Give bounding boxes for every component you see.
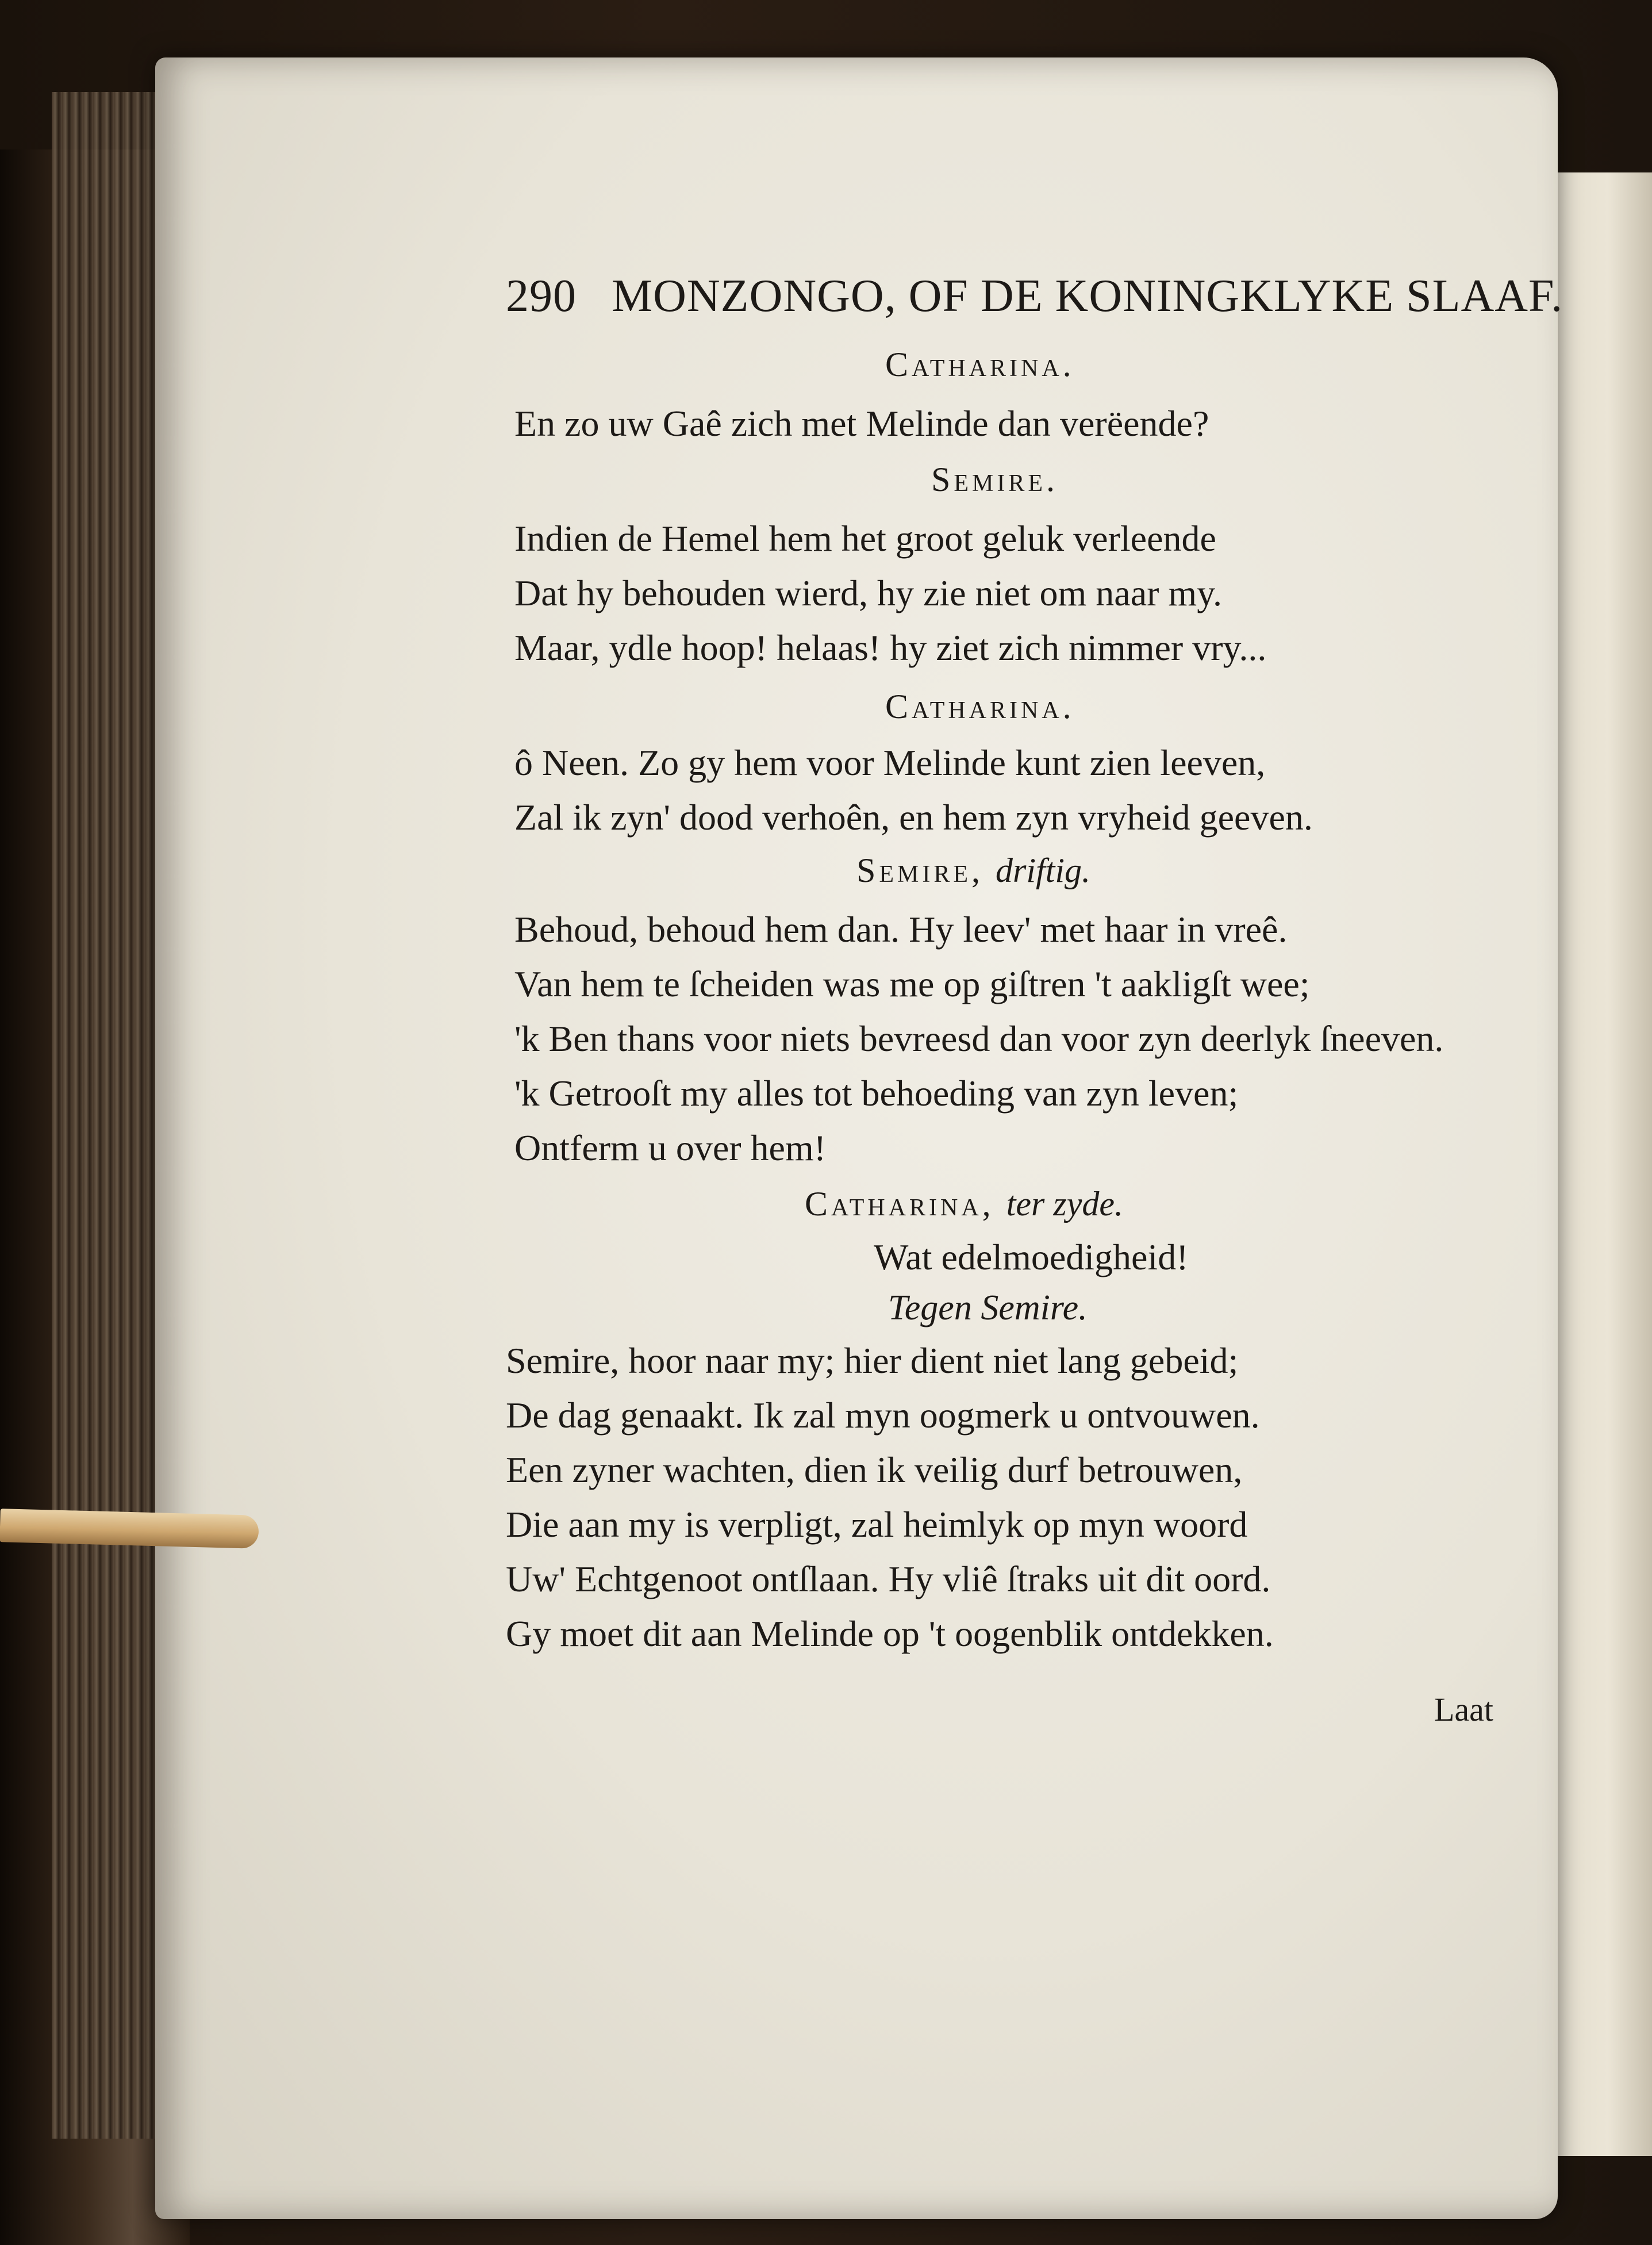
verse-line: 'k Ben thans voor niets bevreesd dan voor zyn deerlyk ſneeven.: [514, 1018, 1444, 1059]
running-header: [506, 270, 1563, 323]
verse-line: Zal ik zyn' dood verhoên, en hem zyn vryheid geeven.: [514, 797, 1313, 838]
verse-line: Die aan my is verpligt, zal heimlyk op myn woord: [506, 1504, 1248, 1545]
verse-line: Wat edelmoedigheid!: [874, 1237, 1189, 1277]
stage-direction: ter zyde.: [1006, 1185, 1123, 1223]
verse-line: Semire, hoor naar my; hier dient niet lang gebeid;: [506, 1340, 1239, 1381]
speaker-name: Catharina,: [805, 1185, 994, 1223]
running-title: MONZONGO, OF DE KONINGKLYKE SLAAF.: [612, 271, 1563, 321]
verse-line: Behoud, behoud hem dan. Hy leev' met haar in vreê.: [514, 909, 1288, 950]
verse-line: Een zyner wachten, dien ik veilig durf betrouwen,: [506, 1449, 1243, 1490]
catchword: Laat: [1434, 1691, 1494, 1728]
speaker-catharina-direction: [805, 1184, 1123, 1224]
verse-line: En zo uw Gaê zich met Melinde dan verëende?: [514, 403, 1209, 444]
verse-line: Gy moet dit aan Melinde op 't oogenblik ontdekken.: [506, 1613, 1274, 1654]
verse-line: De dag genaakt. Ik zal myn oogmerk u ontvouwen.: [506, 1395, 1260, 1436]
speaker-semire: Semire.: [931, 460, 1059, 498]
speaker-name: Semire,: [856, 851, 984, 889]
verse-line: Dat hy behouden wierd, hy zie niet om naar my.: [514, 573, 1223, 613]
speaker-catharina: Catharina.: [885, 346, 1075, 383]
verse-line: Indien de Hemel hem het groot geluk verleende: [514, 518, 1216, 559]
speaker-catharina: Catharina.: [885, 688, 1075, 726]
stage-direction: Tegen Semire.: [888, 1288, 1088, 1327]
verse-line: 'k Getrooſt my alles tot behoeding van zyn leven;: [514, 1073, 1239, 1114]
stage-direction: driftig.: [996, 851, 1091, 889]
verse-line: Maar, ydle hoop! helaas! hy ziet zich nimmer vry...: [514, 627, 1267, 668]
page-number: 290: [506, 271, 577, 321]
speaker-semire-direction: [856, 851, 1090, 891]
verse-line: Van hem te ſcheiden was me op giſtren 't aakligſt wee;: [514, 964, 1310, 1004]
verse-line: ô Neen. Zo gy hem voor Melinde kunt zien leeven,: [514, 742, 1266, 783]
verse-line: Uw' Echtgenoot ontſlaan. Hy vliê ſtraks uit dit oord.: [506, 1559, 1271, 1599]
verse-line: Ontferm u over hem!: [514, 1127, 827, 1168]
